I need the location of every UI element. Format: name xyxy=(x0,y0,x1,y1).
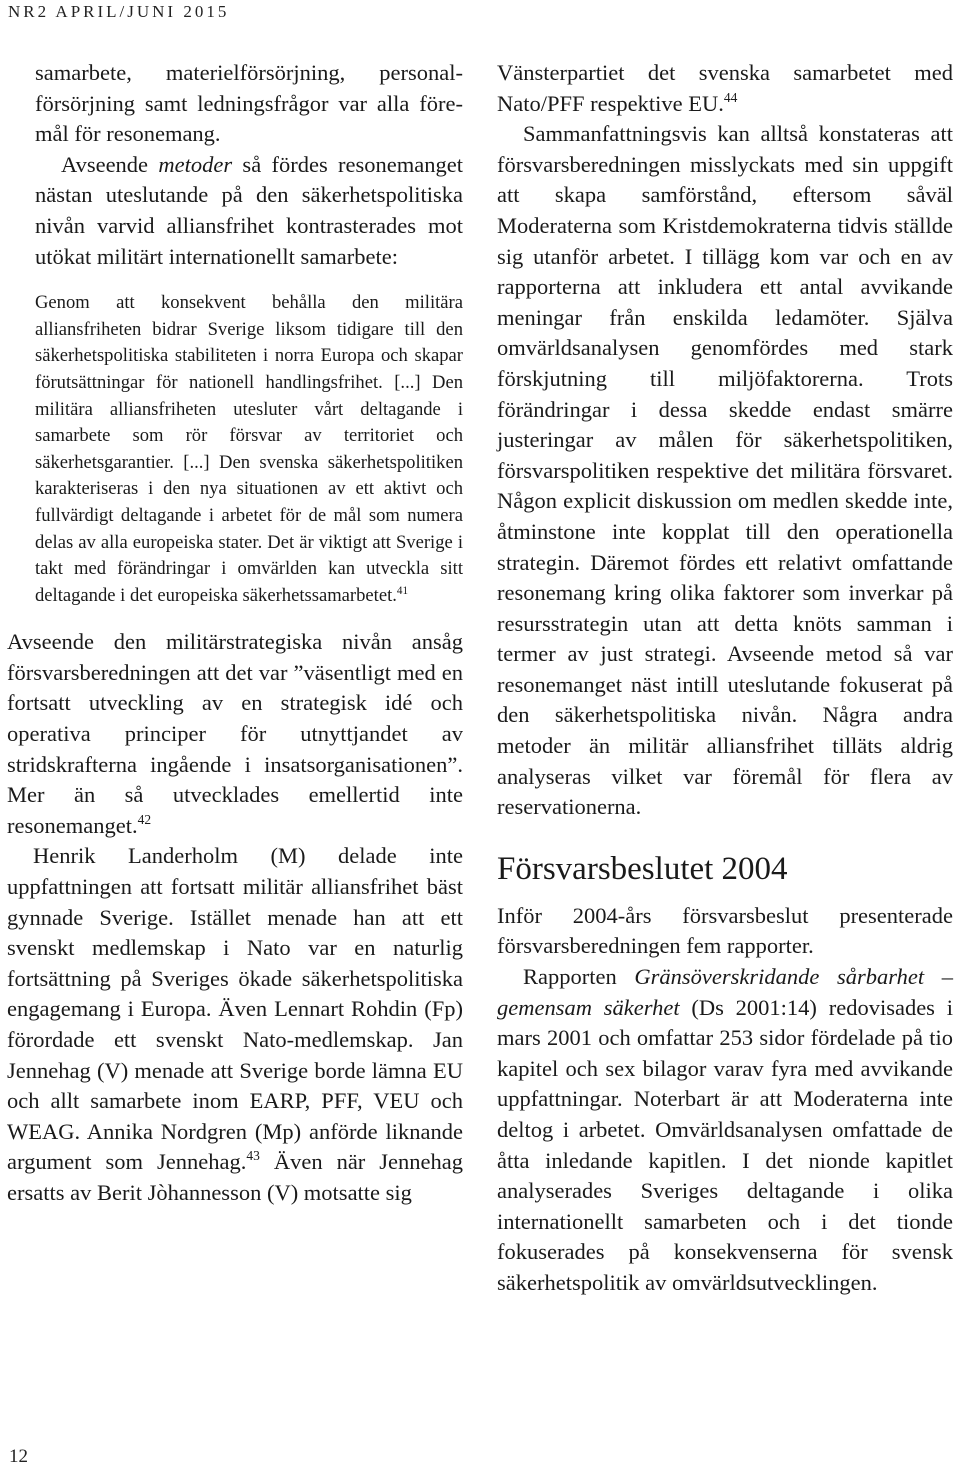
paragraph-vansterpartiet xyxy=(497,58,953,119)
footnote-ref-43[interactable]: 43 xyxy=(246,1148,260,1164)
r-p4-text-b: (Ds 2001:14) redovisades i mars 2001 och omfattar 253 sidor fördelade på tio kapitel och sex bilagor varav fyra med avvikande uppfattningar. Noterbart är att Moderaterna inte deltog i arbetet. Omvärldsanalysen omfattade de åtta inledande kapitlen. I det nionde kapitlet analyserades Sveriges deltagande i olika internationellt samarbeten och i det tionde fokuserades på konsekvenserna för svensk säkerhetspolitik av omvärldsutvecklingen. xyxy=(497,994,953,1295)
p4-text: Henrik Landerholm (M) delade inte uppfattningen att fortsatt militär alliansfrihet bäst gynnade Sverige. Istället menade han att ett svenskt medlemskap i Nato var en naturlig fortsättning på Sveriges ökade säkerhetspolitiska engagemang i Europa. Även Lennart Rohdin (Fp) förordade ett svenskt Nato-medlemskap. Jan Jennehag (V) menade att Sverige borde lämna EU och allt samarbete inom EARP, PFF, VEU och WEAG. Annika Nordgren (Mp) anförde liknande argument som Jennehag. xyxy=(7,843,463,1175)
r-p1-text: Vänsterpartiet det svenska samarbetet med Nato/PFF respektive EU. xyxy=(497,60,953,116)
paragraph-infor-2004: Inför 2004-års försvarsbeslut presenterade försvarsberedningen fem rapporter. xyxy=(497,902,953,959)
running-head: NR2 APRIL/JUNI 2015 xyxy=(8,2,230,21)
footnote-ref-44[interactable]: 44 xyxy=(723,89,738,105)
intro-block xyxy=(7,58,463,272)
p4-text-b: Även när Jennehag ersatts av Berit Jòhannesson (V) motsatte sig xyxy=(7,1149,463,1205)
p3-text: Avseende den militärstrategiska nivån ansåg försvarsberedningen att det var ”väsentligt med en fortsatt utveckling av en strategisk idé och operativa principer för utnyttjandet av stridskrafterna ingående i insatsorganisationen”. Mer än så utvecklades emellertid inte resonemanget. xyxy=(7,629,463,838)
block-quote xyxy=(35,290,463,609)
paragraph-landerholm xyxy=(7,841,463,1208)
footnote-ref-41[interactable]: 41 xyxy=(396,584,409,597)
page-number: 12 xyxy=(9,1446,28,1467)
intro-p2-emphasis: metoder xyxy=(158,151,233,177)
left-column xyxy=(7,58,463,1209)
report-title: Gränsöverskridande sårbarhet – gemensam säkerhet xyxy=(497,964,953,1020)
intro-p2-text-a: Avseende xyxy=(61,151,159,177)
right-column xyxy=(497,58,953,1299)
paragraph-sammanfattningsvis: Sammanfattningsvis kan alltså konstateras att försvarsberedningen misslyckats med sin uppgift att skapa samförstånd, eftersom såväl Moderaterna som Kristdemokraterna tidvis ställde sig utanför arbetet. I tillägg kom var och en av rapporterna att inkludera ett antal avvikande meningar från enskilda ledamöter. Själva omvärldsanalysen genomfördes med stark förskjutning till miljöfaktorerna. Trots förändringar i dessa skedde endast smärre justeringar av målen för säkerhetspolitiken, försvarspolitiken respektive det militära försvaret. Någon explicit diskussion om medlen skedde inte, åtminstone inte kopplat till den operationella strategin. Däremot fördes ett relativt omfattande resonemang kring olika faktorer som inverkar på resursstrategin utan att detta knöts samman i termer av just strategi. Avseende metod så var resonemanget näst intill uteslutande fokuserat på den säkerhetspolitiska nivån. Några andra metoder än militär alliansfrihet tilläts aldrig analyseras vilket var föremål för flera av reservationerna. xyxy=(497,121,953,820)
intro-paragraph-1: samarbete, materielförsörjning, personalförsörjning samt ledningsfrågor var alla föremål för resonemang. xyxy=(35,60,463,147)
footnote-ref-42[interactable]: 42 xyxy=(137,812,152,828)
r-p4-text-a: Rapporten xyxy=(523,964,635,990)
paragraph-militarstrategiska xyxy=(7,627,463,841)
paragraph-rapporten xyxy=(497,962,953,1299)
quote-text: Genom att konsekvent behålla den militära alliansfriheten bidrar Sverige liksom tidigare till den säkerhetspolitiska stabiliteten i norra Europa och skapar förutsättningar för nationell handlingsfrihet. [...] Den militära alliansfriheten utesluter vårt deltagande i samarbete som rör försvar av territoriet och säkerhetsgarantier. [...] Den svenska säkerhetspolitiken karakteriseras i den nya situationen av ett aktivt och fullvärdigt deltagande i arbetet för de mål som numera delas av alla europeiska stater. Det är viktigt att Sverige i takt med förändringar i omvärlden kan utveckla sitt deltagande i det europeiska säkerhetssamarbetet. xyxy=(35,292,463,606)
intro-paragraph-2 xyxy=(35,150,463,272)
intro-p2-text-b: så fördes resonemanget nästan uteslutande på den säkerhetspolitiska nivån varvid alliansfrihet kontrasterades mot utökat militärt internationellt samarbete: xyxy=(35,151,464,269)
section-heading: Försvarsbeslutet 2004 xyxy=(497,850,788,887)
